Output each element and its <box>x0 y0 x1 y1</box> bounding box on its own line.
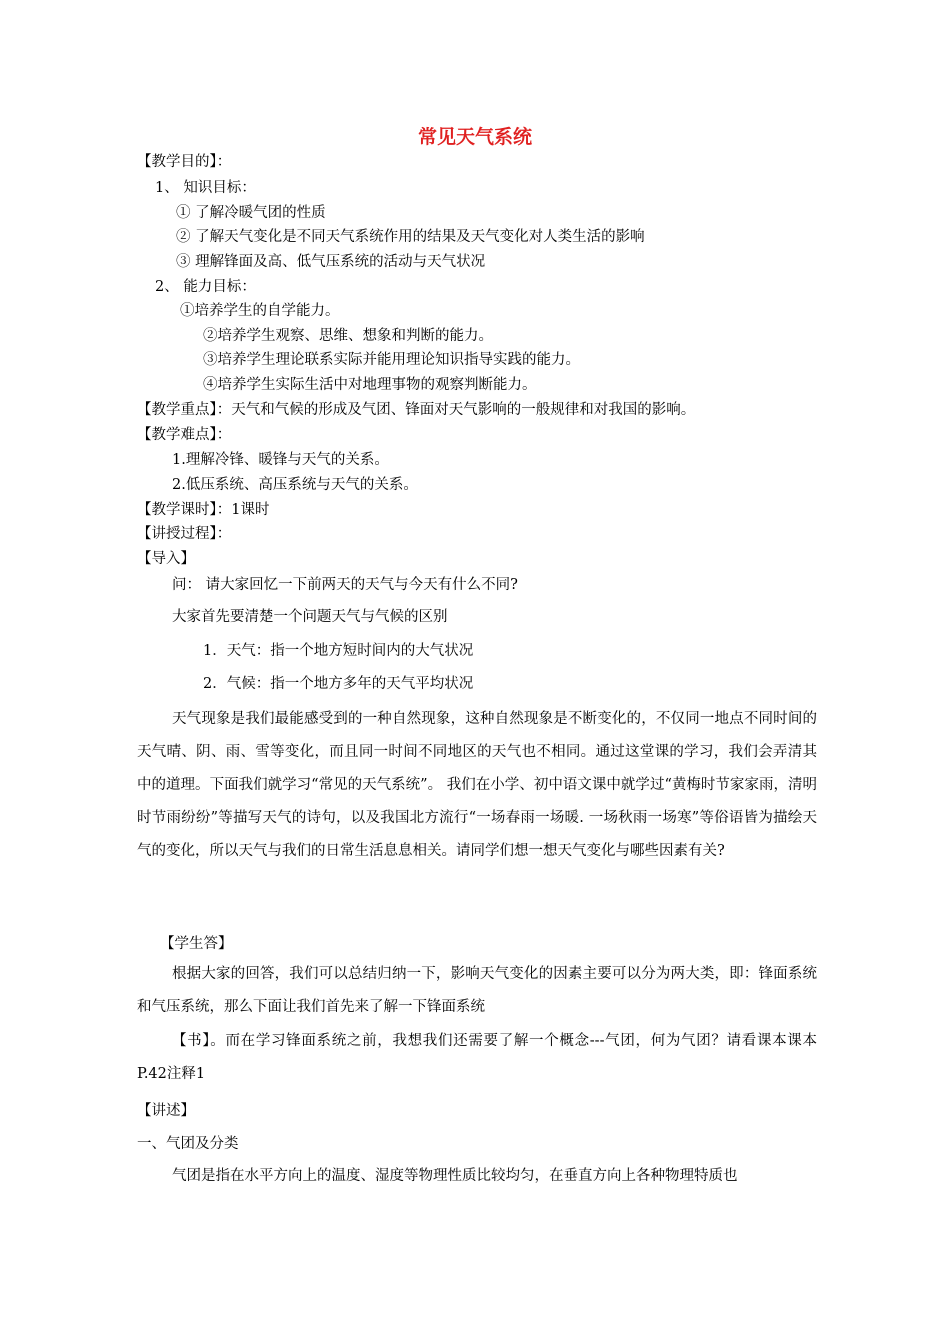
intro-heading: 【导入】 <box>137 551 195 567</box>
ability-item: ④培养学生实际生活中对地理事物的观察判断能力。 <box>203 377 537 393</box>
air-mass-paragraph: 气团是指在水平方向上的温度、湿度等物理性质比较均匀，在垂直方向上各种物理特质也 <box>172 1168 738 1184</box>
answer-paragraph: 根据大家的回答，我们可以总结归纳一下，影响天气变化的因素主要可以分为两大类，即：锋面系统和气压系统，那么下面让我们首先来了解一下锋面系统 <box>137 966 817 1015</box>
class-hours: 【教学课时】：1课时 <box>137 502 270 518</box>
key-points: 【教学重点】：天气和气候的形成及气团、锋面对天气影响的一般规律和对我国的影响。 <box>137 402 696 418</box>
difficulties-heading: 【教学难点】： <box>137 427 232 443</box>
ability-item: ①培养学生的自学能力。 <box>180 303 340 319</box>
definition-climate: 2．气候：指一个地方多年的天气平均状况 <box>203 676 474 692</box>
definition-weather: 1．天气：指一个地方短时间内的大气状况 <box>203 643 474 659</box>
ability-item: ②培养学生观察、思维、想象和判断的能力。 <box>203 328 493 344</box>
lecture-heading: 【讲述】 <box>137 1103 195 1119</box>
ability-heading: 2、 能力目标： <box>155 279 256 295</box>
process-heading: 【讲授过程】： <box>137 526 232 542</box>
knowledge-item: ② 了解天气变化是不同天气系统作用的结果及天气变化对人类生活的影响 <box>176 229 645 245</box>
question: 问： 请大家回忆一下前两天的天气与今天有什么不同? <box>172 577 518 593</box>
document-title: 常见天气系统 <box>417 126 532 148</box>
difficulty-item: 1.理解冷锋、暖锋与天气的关系。 <box>172 452 389 468</box>
objectives-heading: 【教学目的】： <box>137 154 232 170</box>
distinguish-line: 大家首先要清楚一个问题天气与气候的区别 <box>172 609 448 625</box>
section-heading: 一、气团及分类 <box>137 1136 239 1152</box>
book-paragraph: 【书】。而在学习锋面系统之前，我想我们还需要了解一个概念---气团，何为气团？请看课本课本P.42注释1 <box>137 1033 817 1082</box>
student-answer: 【学生答】 <box>160 936 233 952</box>
knowledge-heading: 1、 知识目标： <box>155 180 256 196</box>
knowledge-item: ① 了解冷暖气团的性质 <box>176 205 326 221</box>
knowledge-item: ③ 理解锋面及高、低气压系统的活动与天气状况 <box>176 254 486 270</box>
difficulty-item: 2.低压系统、高压系统与天气的关系。 <box>172 477 418 493</box>
intro-paragraph: 天气现象是我们最能感受到的一种自然现象，这种自然现象是不断变化的，不仅同一地点不同时间的天气晴、阴、雨、雪等变化，而且同一时间不同地区的天气也不相同。通过这堂课的学习，我们会弄清其中的道理。下面我们就学习“常见的天气系统”。 我们在小学、初中语文课中就学过“黄梅时节家家雨，清明时节雨纷纷”等描写天气的诗句，以及我国北方流行“一场春雨一场暖. 一场秋雨一场寒”等俗语皆为描绘天气的变化，所以天气与我们的日常生活息息相关。请同学们想一想天气变化与哪些因素有关? <box>137 711 817 859</box>
ability-item: ③培养学生理论联系实际并能用理论知识指导实践的能力。 <box>203 352 580 368</box>
